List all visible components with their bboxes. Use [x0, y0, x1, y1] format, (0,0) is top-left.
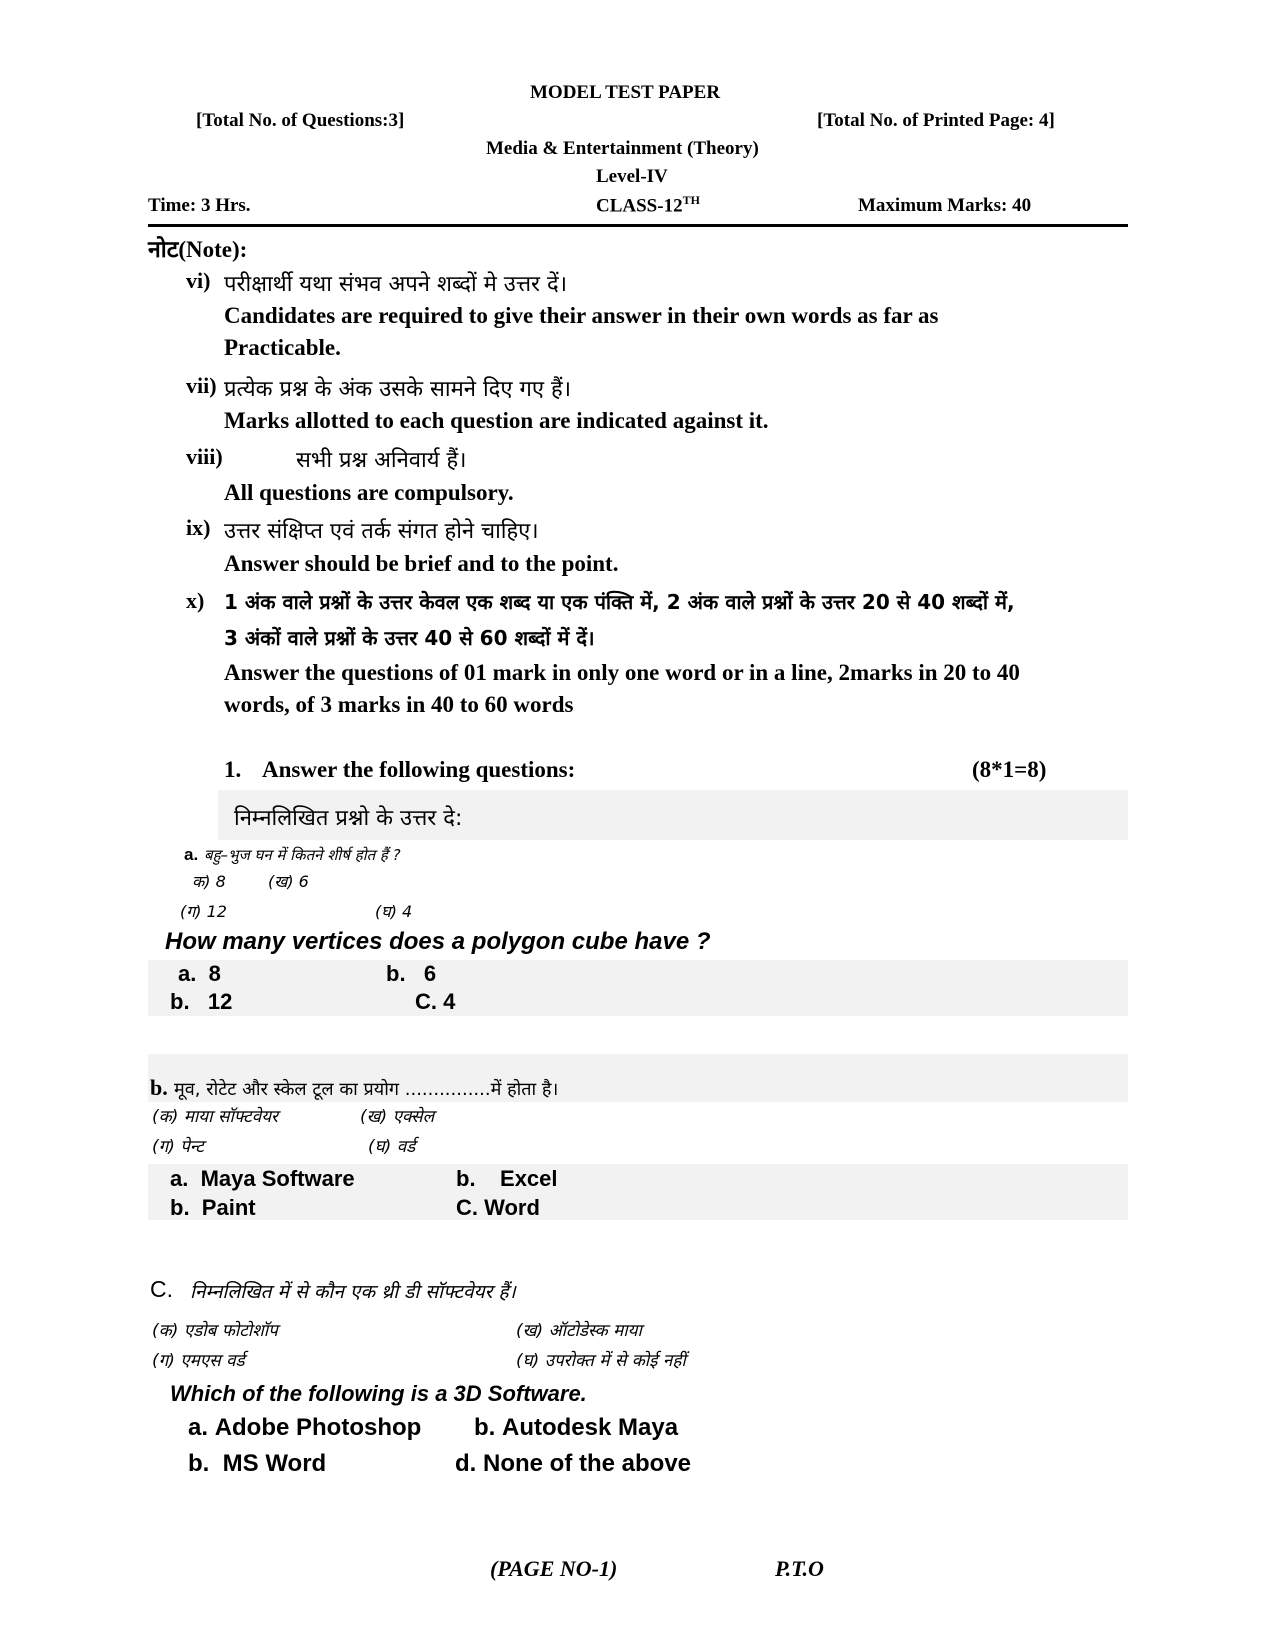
- option: [386, 961, 436, 987]
- option-text: Word: [484, 1195, 540, 1220]
- class-text: CLASS-12: [596, 195, 683, 217]
- option-text: Autodesk Maya: [502, 1414, 679, 1441]
- note-english: Answer should be brief and to the point.: [224, 551, 619, 576]
- class-label: [596, 193, 700, 217]
- option-label: b.: [170, 1195, 190, 1220]
- note-num: ix): [186, 515, 211, 540]
- option-text: Maya Software: [200, 1166, 355, 1191]
- section-hindi-heading: निम्नलिखित प्रश्नो के उत्तर दे:: [234, 806, 463, 831]
- question-label: b.: [150, 1075, 168, 1100]
- option-text: MS Word: [222, 1450, 327, 1477]
- note-english: Answer the questions of 01 mark in only one word or in a line, 2marks in 20 to 40: [224, 660, 1020, 685]
- option-label: C.: [415, 989, 437, 1014]
- level: Level-IV: [596, 166, 668, 187]
- option: [456, 1166, 558, 1192]
- option: [188, 1450, 326, 1478]
- option-text: None of the above: [483, 1450, 692, 1477]
- note-hindi: सभी प्रश्न अनिवार्य हैं।: [296, 448, 467, 473]
- question-english: How many vertices does a polygon cube have ?: [165, 928, 711, 955]
- paper-title: MODEL TEST PAPER: [530, 82, 721, 103]
- class-sup: TH: [682, 193, 700, 207]
- option-label: a.: [178, 961, 197, 986]
- option-label: b.: [170, 989, 190, 1014]
- option: [456, 1195, 540, 1221]
- subject: Media & Entertainment (Theory): [486, 138, 759, 159]
- hindi-option: (ख) एक्सेल: [360, 1107, 435, 1127]
- hindi-option: (ग) पेन्ट: [152, 1137, 204, 1157]
- hindi-option: (घ) 4: [375, 902, 413, 921]
- header-divider: [148, 224, 1128, 227]
- option-label: C.: [456, 1195, 478, 1220]
- note-num: vii): [186, 373, 217, 398]
- option-text: 4: [443, 989, 456, 1014]
- hindi-option: (घ) उपरोक्त में से कोई नहीं: [516, 1351, 686, 1371]
- option: [170, 1195, 256, 1221]
- note-hindi: प्रत्येक प्रश्न के अंक उसके सामने दिए गए हैं।: [224, 377, 572, 402]
- hindi-option: (घ) वर्ड: [368, 1137, 416, 1157]
- option-label: b.: [386, 961, 406, 986]
- option-text: Adobe Photoshop: [214, 1414, 422, 1441]
- option: [474, 1414, 678, 1442]
- note-english: Marks allotted to each question are indicated against it.: [224, 408, 769, 433]
- note-english: words, of 3 marks in 40 to 60 words: [224, 692, 574, 717]
- note-english: All questions are compulsory.: [224, 480, 514, 505]
- hindi-option: (क) एडोब फोटोशॉप: [152, 1321, 278, 1341]
- option-text: 6: [423, 961, 437, 986]
- hindi-option: क) 8: [192, 872, 226, 891]
- option-text: Paint: [201, 1195, 256, 1220]
- note-english: Candidates are required to give their answer in their own words as far as: [224, 303, 939, 328]
- question-hindi: बहु–भुज घन में कितने शीर्ष होत हैं ?: [204, 846, 401, 864]
- option-text: 8: [208, 961, 221, 986]
- section-heading: Answer the following questions:: [262, 757, 576, 782]
- time: Time: 3 Hrs.: [148, 195, 251, 216]
- printed-pages: [Total No. of Printed Page: 4]: [817, 110, 1055, 131]
- note-num: x): [186, 588, 205, 613]
- option: [170, 989, 232, 1015]
- note-hindi: 3 अंकों वाले प्रश्नों के उत्तर 40 से 60 शब्दों में दें।: [224, 626, 595, 650]
- option: [415, 989, 455, 1015]
- hindi-option: (ख) 6: [268, 872, 309, 891]
- note-num: viii): [186, 444, 223, 469]
- note-num: vi): [186, 268, 211, 293]
- option: [178, 961, 221, 987]
- question-hindi: निम्नलिखित में से कौन एक थ्री डी सॉफ्टवेयर हैं।: [190, 1281, 516, 1303]
- note-heading: नोट(Note):: [148, 237, 248, 262]
- option-label: a.: [188, 1414, 209, 1441]
- note-hindi: 1 अंक वाले प्रश्नों के उत्तर केवल एक शब्द या एक पंक्ति में, 2 अंक वाले प्रश्नों के उत्तर 20 से 40 शब्दों में,: [224, 590, 1015, 614]
- option: [455, 1450, 691, 1478]
- shaded-band: [148, 960, 1128, 1016]
- page-number: (PAGE NO-1): [490, 1556, 618, 1581]
- option-label: b.: [188, 1450, 210, 1477]
- hindi-option: (ग) एमएस वर्ड: [152, 1351, 245, 1371]
- hindi-option: (ख) ऑटोडेस्क माया: [516, 1321, 642, 1341]
- hindi-option: (क) माया सॉफ्टवेयर: [152, 1107, 279, 1127]
- option: [170, 1166, 355, 1192]
- option: [188, 1414, 421, 1442]
- section-number: 1.: [224, 757, 242, 782]
- note-hindi: परीक्षार्थी यथा संभव अपने शब्दों मे उत्तर दें।: [224, 272, 568, 297]
- pto-label: P.T.O: [775, 1556, 824, 1581]
- question-hindi: मूव, रोटेट और स्केल टूल का प्रयोग ...............में होता है।: [174, 1079, 559, 1100]
- option-label: a.: [170, 1166, 189, 1191]
- option-label: b.: [456, 1166, 476, 1191]
- hindi-option: (ग) 12: [180, 902, 227, 921]
- note-english: Practicable.: [224, 335, 341, 360]
- question-english: Which of the following is a 3D Software.: [170, 1381, 587, 1406]
- option-label: d.: [455, 1450, 477, 1477]
- question-label: a.: [184, 845, 199, 864]
- question-label: C.: [150, 1276, 173, 1302]
- max-marks: Maximum Marks: 40: [858, 195, 1032, 216]
- section-marks: (8*1=8): [972, 757, 1047, 782]
- note-hindi: उत्तर संक्षिप्त एवं तर्क संगत होने चाहिए।: [224, 519, 539, 544]
- option-text: 12: [207, 989, 233, 1014]
- option-label: b.: [474, 1414, 496, 1441]
- total-questions: [Total No. of Questions:3]: [196, 110, 405, 131]
- option-text: Excel: [500, 1166, 558, 1191]
